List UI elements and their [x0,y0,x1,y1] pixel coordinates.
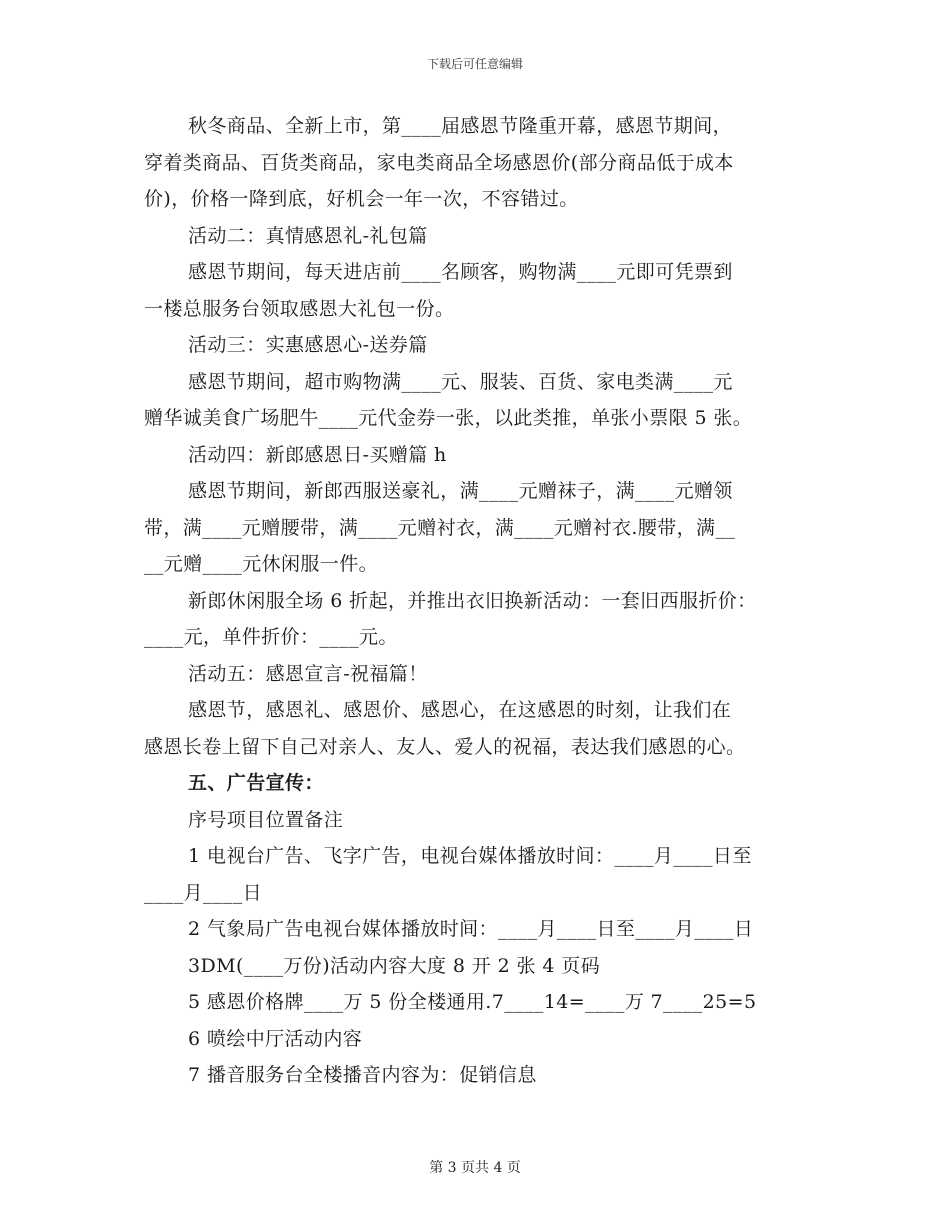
paragraph-line: __元赠____元休闲服一件。 [144,553,379,575]
page-footer: 第 3 页共 4 页 [429,1160,521,1176]
paragraph-line: 新郎休闲服全场 6 折起，并推出衣旧换新活动：一套旧西服折价： [188,589,757,612]
section-heading: 五、广告宣传： [188,772,324,794]
list-item: 7 播音服务台全楼播音内容为：促销信息 [188,1064,537,1086]
table-header-line: 序号项目位置备注 [188,808,344,831]
paragraph-line: 感恩节，感恩礼、感恩价、感恩心，在这感恩的时刻，让我们在 [188,699,732,721]
list-item: 3DM(____万份)活动内容大度 8 开 2 张 4 页码 [188,954,601,977]
list-item: 5 感恩价格牌____万 5 份全楼通用.7____14=____万 7____25=5 [188,991,757,1013]
list-item: 6 喷绘中厅活动内容 [188,1027,363,1050]
paragraph-line: 感恩节期间，新郎西服送豪礼，满____元赠袜子，满____元赠领 [188,480,733,502]
paragraph-line: 感恩长卷上留下自己对亲人、友人、爱人的祝福，表达我们感恩的心。 [144,735,746,758]
document-body [144,108,814,1094]
activity-heading: 活动三：实惠感恩心-送券篇 [188,334,428,356]
paragraph-line: 秋冬商品、全新上市，第____届感恩节隆重开幕，感恩节期间， [188,115,733,137]
list-item-continuation: ____月____日 [144,881,263,904]
paragraph-line: 一楼总服务台领取感恩大礼包一份。 [144,297,455,320]
page-header: 下载后可任意编辑 [426,57,523,71]
paragraph-line: 价)，价格一降到底，好机会一年一次，不容错过。 [144,188,579,210]
list-item: 2 气象局广告电视台媒体播放时间：____月____日至____月____日 [188,918,754,940]
paragraph-line: 感恩节期间，每天进店前____名顾客，购物满____元即可凭票到 [188,261,733,283]
paragraph-line: 赠华诚美食广场肥牛____元代金券一张，以此类推，单张小票限 5 张。 [144,407,753,429]
paragraph-line: 带，满____元赠腰带，满____元赠衬衣，满____元赠衬衣.腰带，满__ [144,516,736,539]
activity-heading: 活动二：真情感恩礼-礼包篇 [188,224,428,247]
paragraph-line: 感恩节期间，超市购物满____元、服装、百货、家电类满____元 [188,370,733,393]
paragraph-line: ____元，单件折价：____元。 [144,626,398,648]
list-item: 1 电视台广告、飞字广告，电视台媒体播放时间：____月____日至 [188,845,752,867]
paragraph-line: 穿着类商品、百货类商品，家电类商品全场感恩价(部分商品低于成本 [144,151,734,174]
activity-heading: 活动五：感恩宣言-祝福篇！ [188,662,428,685]
activity-heading: 活动四：新郎感恩日-买赠篇 h [188,443,447,466]
